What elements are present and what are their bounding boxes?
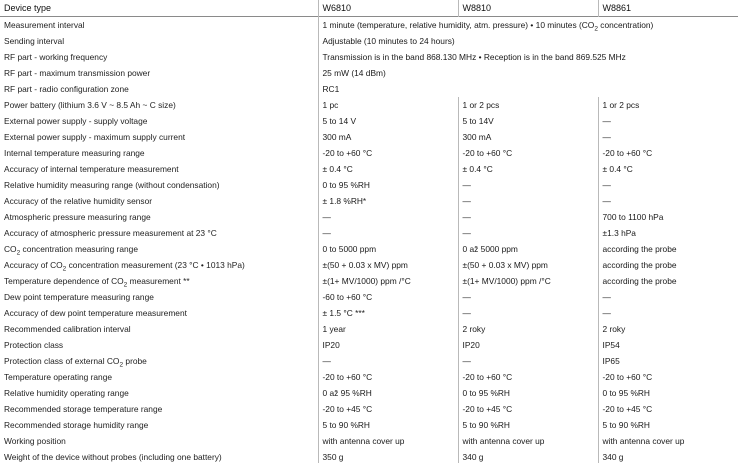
- row-value-col-2: 2 roky: [458, 321, 598, 337]
- row-label: Weight of the device without probes (including one battery): [4, 452, 222, 462]
- table-row: [0, 321, 738, 337]
- row-value-col-3: —: [598, 177, 738, 193]
- row-value-col-1: 300 mA: [318, 129, 458, 145]
- row-value-col-1: —: [318, 353, 458, 369]
- row-value-col-1: IP20: [318, 337, 458, 353]
- table-header-row: [0, 0, 738, 17]
- row-value-col-1: -60 to +60 °C: [318, 289, 458, 305]
- row-value-col-1: 0 až 95 %RH: [318, 385, 458, 401]
- row-value-col-1: 1 pc: [318, 97, 458, 113]
- row-value-all-columns: 1 minute (temperature, relative humidity, atm. pressure) • 10 minutes ($CO_2$ concentration): [318, 17, 738, 34]
- row-value-col-3: —: [598, 193, 738, 209]
- row-value-col-1: 1 year: [318, 321, 458, 337]
- table-row: [0, 273, 738, 289]
- row-label: Protection class: [4, 340, 64, 350]
- row-value-col-1: —: [318, 209, 458, 225]
- table-row: [0, 289, 738, 305]
- table-row: [0, 145, 738, 161]
- row-value-col-2: 0 to 95 %RH: [458, 385, 598, 401]
- header-column-w8861: W8861: [598, 0, 738, 17]
- row-value-col-2: ± 0.4 °C: [458, 161, 598, 177]
- row-value-col-1: -20 to +60 °C: [318, 145, 458, 161]
- row-value-col-1: 5 to 14 V: [318, 113, 458, 129]
- row-value-col-3: 5 to 90 %RH: [598, 417, 738, 433]
- row-label: Working position: [4, 436, 66, 446]
- table-row: [0, 385, 738, 401]
- row-value-all-columns: Adjustable (10 minutes to 24 hours): [318, 33, 738, 49]
- row-value-col-2: 300 mA: [458, 129, 598, 145]
- row-value-col-2: —: [458, 305, 598, 321]
- row-label: RF part - radio configuration zone: [4, 84, 129, 94]
- row-value-col-1: —: [318, 225, 458, 241]
- row-value-col-1: -20 to +60 °C: [318, 369, 458, 385]
- row-value-col-2: -20 to +60 °C: [458, 145, 598, 161]
- row-value-col-1: ± 0.4 °C: [318, 161, 458, 177]
- table-row: [0, 129, 738, 145]
- row-value-col-2: 1 or 2 pcs: [458, 97, 598, 113]
- header-column-w6810: W6810: [318, 0, 458, 17]
- row-label: Temperature operating range: [4, 372, 113, 382]
- table-row: [0, 257, 738, 273]
- row-label: Protection class of external $CO_2$ probe: [4, 356, 147, 369]
- row-value-all-columns: Transmission is in the band 868.130 MHz • Reception is in the band 869.525 MHz: [318, 49, 738, 65]
- table-row: [0, 49, 738, 65]
- table-row: [0, 33, 738, 49]
- row-value-col-1: 0 to 95 %RH: [318, 177, 458, 193]
- row-value-col-2: —: [458, 353, 598, 369]
- row-value-col-3: 0 to 95 %RH: [598, 385, 738, 401]
- row-value-col-1: ± 1.8 %RH*: [318, 193, 458, 209]
- row-label: $CO_2$ concentration measuring range: [4, 244, 138, 257]
- row-value-col-1: 350 g: [318, 449, 458, 463]
- table-row: [0, 401, 738, 417]
- row-value-col-1: with antenna cover up: [318, 433, 458, 449]
- row-label: Recommended storage temperature range: [4, 404, 163, 414]
- row-value-col-2: -20 to +45 °C: [458, 401, 598, 417]
- table-row: [0, 209, 738, 225]
- header-device-type: Device type: [4, 3, 52, 13]
- row-label: Measurement interval: [4, 20, 85, 30]
- row-value-col-1: -20 to +45 °C: [318, 401, 458, 417]
- row-value-col-3: —: [598, 113, 738, 129]
- row-value-col-1: 5 to 90 %RH: [318, 417, 458, 433]
- table-row: [0, 369, 738, 385]
- row-value-col-3: -20 to +60 °C: [598, 145, 738, 161]
- table-row: [0, 97, 738, 113]
- row-value-col-2: 340 g: [458, 449, 598, 463]
- row-label: Internal temperature measuring range: [4, 148, 145, 158]
- row-value-col-3: -20 to +60 °C: [598, 369, 738, 385]
- header-column-w8810: W8810: [458, 0, 598, 17]
- table-row: [0, 225, 738, 241]
- row-value-col-2: 0 až 5000 ppm: [458, 241, 598, 257]
- row-label: Accuracy of the relative humidity sensor: [4, 196, 153, 206]
- row-value-col-3: IP65: [598, 353, 738, 369]
- table-row: [0, 241, 738, 257]
- row-value-col-2: IP20: [458, 337, 598, 353]
- row-value-col-3: according the probe: [598, 241, 738, 257]
- row-value-col-2: 5 to 90 %RH: [458, 417, 598, 433]
- table-body: [0, 17, 738, 463]
- row-value-col-3: 340 g: [598, 449, 738, 463]
- row-value-all-columns: 25 mW (14 dBm): [318, 65, 738, 81]
- table-row: [0, 65, 738, 81]
- row-value-col-1: 0 to 5000 ppm: [318, 241, 458, 257]
- row-label: Relative humidity operating range: [4, 388, 129, 398]
- table-row: [0, 177, 738, 193]
- row-value-col-2: ±(1+ MV/1000) ppm /°C: [458, 273, 598, 289]
- row-value-col-3: -20 to +45 °C: [598, 401, 738, 417]
- row-value-col-3: according the probe: [598, 273, 738, 289]
- row-label: Atmospheric pressure measuring range: [4, 212, 151, 222]
- row-value-col-3: 1 or 2 pcs: [598, 97, 738, 113]
- row-value-col-3: ±1.3 hPa: [598, 225, 738, 241]
- row-value-col-2: ±(50 + 0.03 x MV) ppm: [458, 257, 598, 273]
- row-value-col-2: —: [458, 209, 598, 225]
- row-label: Relative humidity measuring range (without condensation): [4, 180, 220, 190]
- row-label: Accuracy of atmospheric pressure measurement at 23 °C: [4, 228, 217, 238]
- row-value-col-2: with antenna cover up: [458, 433, 598, 449]
- row-value-col-2: 5 to 14V: [458, 113, 598, 129]
- row-label: RF part - working frequency: [4, 52, 108, 62]
- table-row: [0, 449, 738, 463]
- row-value-col-2: -20 to +60 °C: [458, 369, 598, 385]
- table-row: [0, 417, 738, 433]
- row-label: Accuracy of dew point temperature measurement: [4, 308, 187, 318]
- row-value-col-3: —: [598, 289, 738, 305]
- row-value-col-1: ±(50 + 0.03 x MV) ppm: [318, 257, 458, 273]
- row-label: External power supply - supply voltage: [4, 116, 148, 126]
- row-label: Accuracy of $CO_2$ concentration measurement (23 °C • 1013 hPa): [4, 260, 245, 273]
- row-value-col-1: ±(1+ MV/1000) ppm /°C: [318, 273, 458, 289]
- row-label: Recommended calibration interval: [4, 324, 131, 334]
- row-label: External power supply - maximum supply current: [4, 132, 186, 142]
- row-value-col-3: 2 roky: [598, 321, 738, 337]
- row-value-col-3: 700 to 1100 hPa: [598, 209, 738, 225]
- row-label: Dew point temperature measuring range: [4, 292, 154, 302]
- row-value-col-3: according the probe: [598, 257, 738, 273]
- table-row: [0, 305, 738, 321]
- table-row: [0, 193, 738, 209]
- row-value-col-3: with antenna cover up: [598, 433, 738, 449]
- table-row: [0, 433, 738, 449]
- table-row: [0, 337, 738, 353]
- row-value-col-1: ± 1.5 °C ***: [318, 305, 458, 321]
- row-label: Accuracy of internal temperature measurement: [4, 164, 179, 174]
- row-label: Sending interval: [4, 36, 65, 46]
- row-label: RF part - maximum transmission power: [4, 68, 151, 78]
- row-value-col-3: ± 0.4 °C: [598, 161, 738, 177]
- table-header: [0, 0, 738, 17]
- row-value-col-2: —: [458, 177, 598, 193]
- row-value-col-2: —: [458, 193, 598, 209]
- row-label: Power battery (lithium 3.6 V ~ 8.5 Ah ~ C size): [4, 100, 176, 110]
- table-row: [0, 81, 738, 97]
- row-value-col-2: —: [458, 225, 598, 241]
- table-row: [0, 353, 738, 369]
- table-row: [0, 113, 738, 129]
- row-label: Temperature dependence of $CO_2$ measurement **: [4, 276, 190, 289]
- table-row: [0, 161, 738, 177]
- row-label: Recommended storage humidity range: [4, 420, 149, 430]
- table-row: [0, 17, 738, 34]
- row-value-col-2: —: [458, 289, 598, 305]
- row-value-all-columns: RC1: [318, 81, 738, 97]
- row-value-col-3: —: [598, 129, 738, 145]
- row-value-col-3: IP54: [598, 337, 738, 353]
- row-value-col-3: —: [598, 305, 738, 321]
